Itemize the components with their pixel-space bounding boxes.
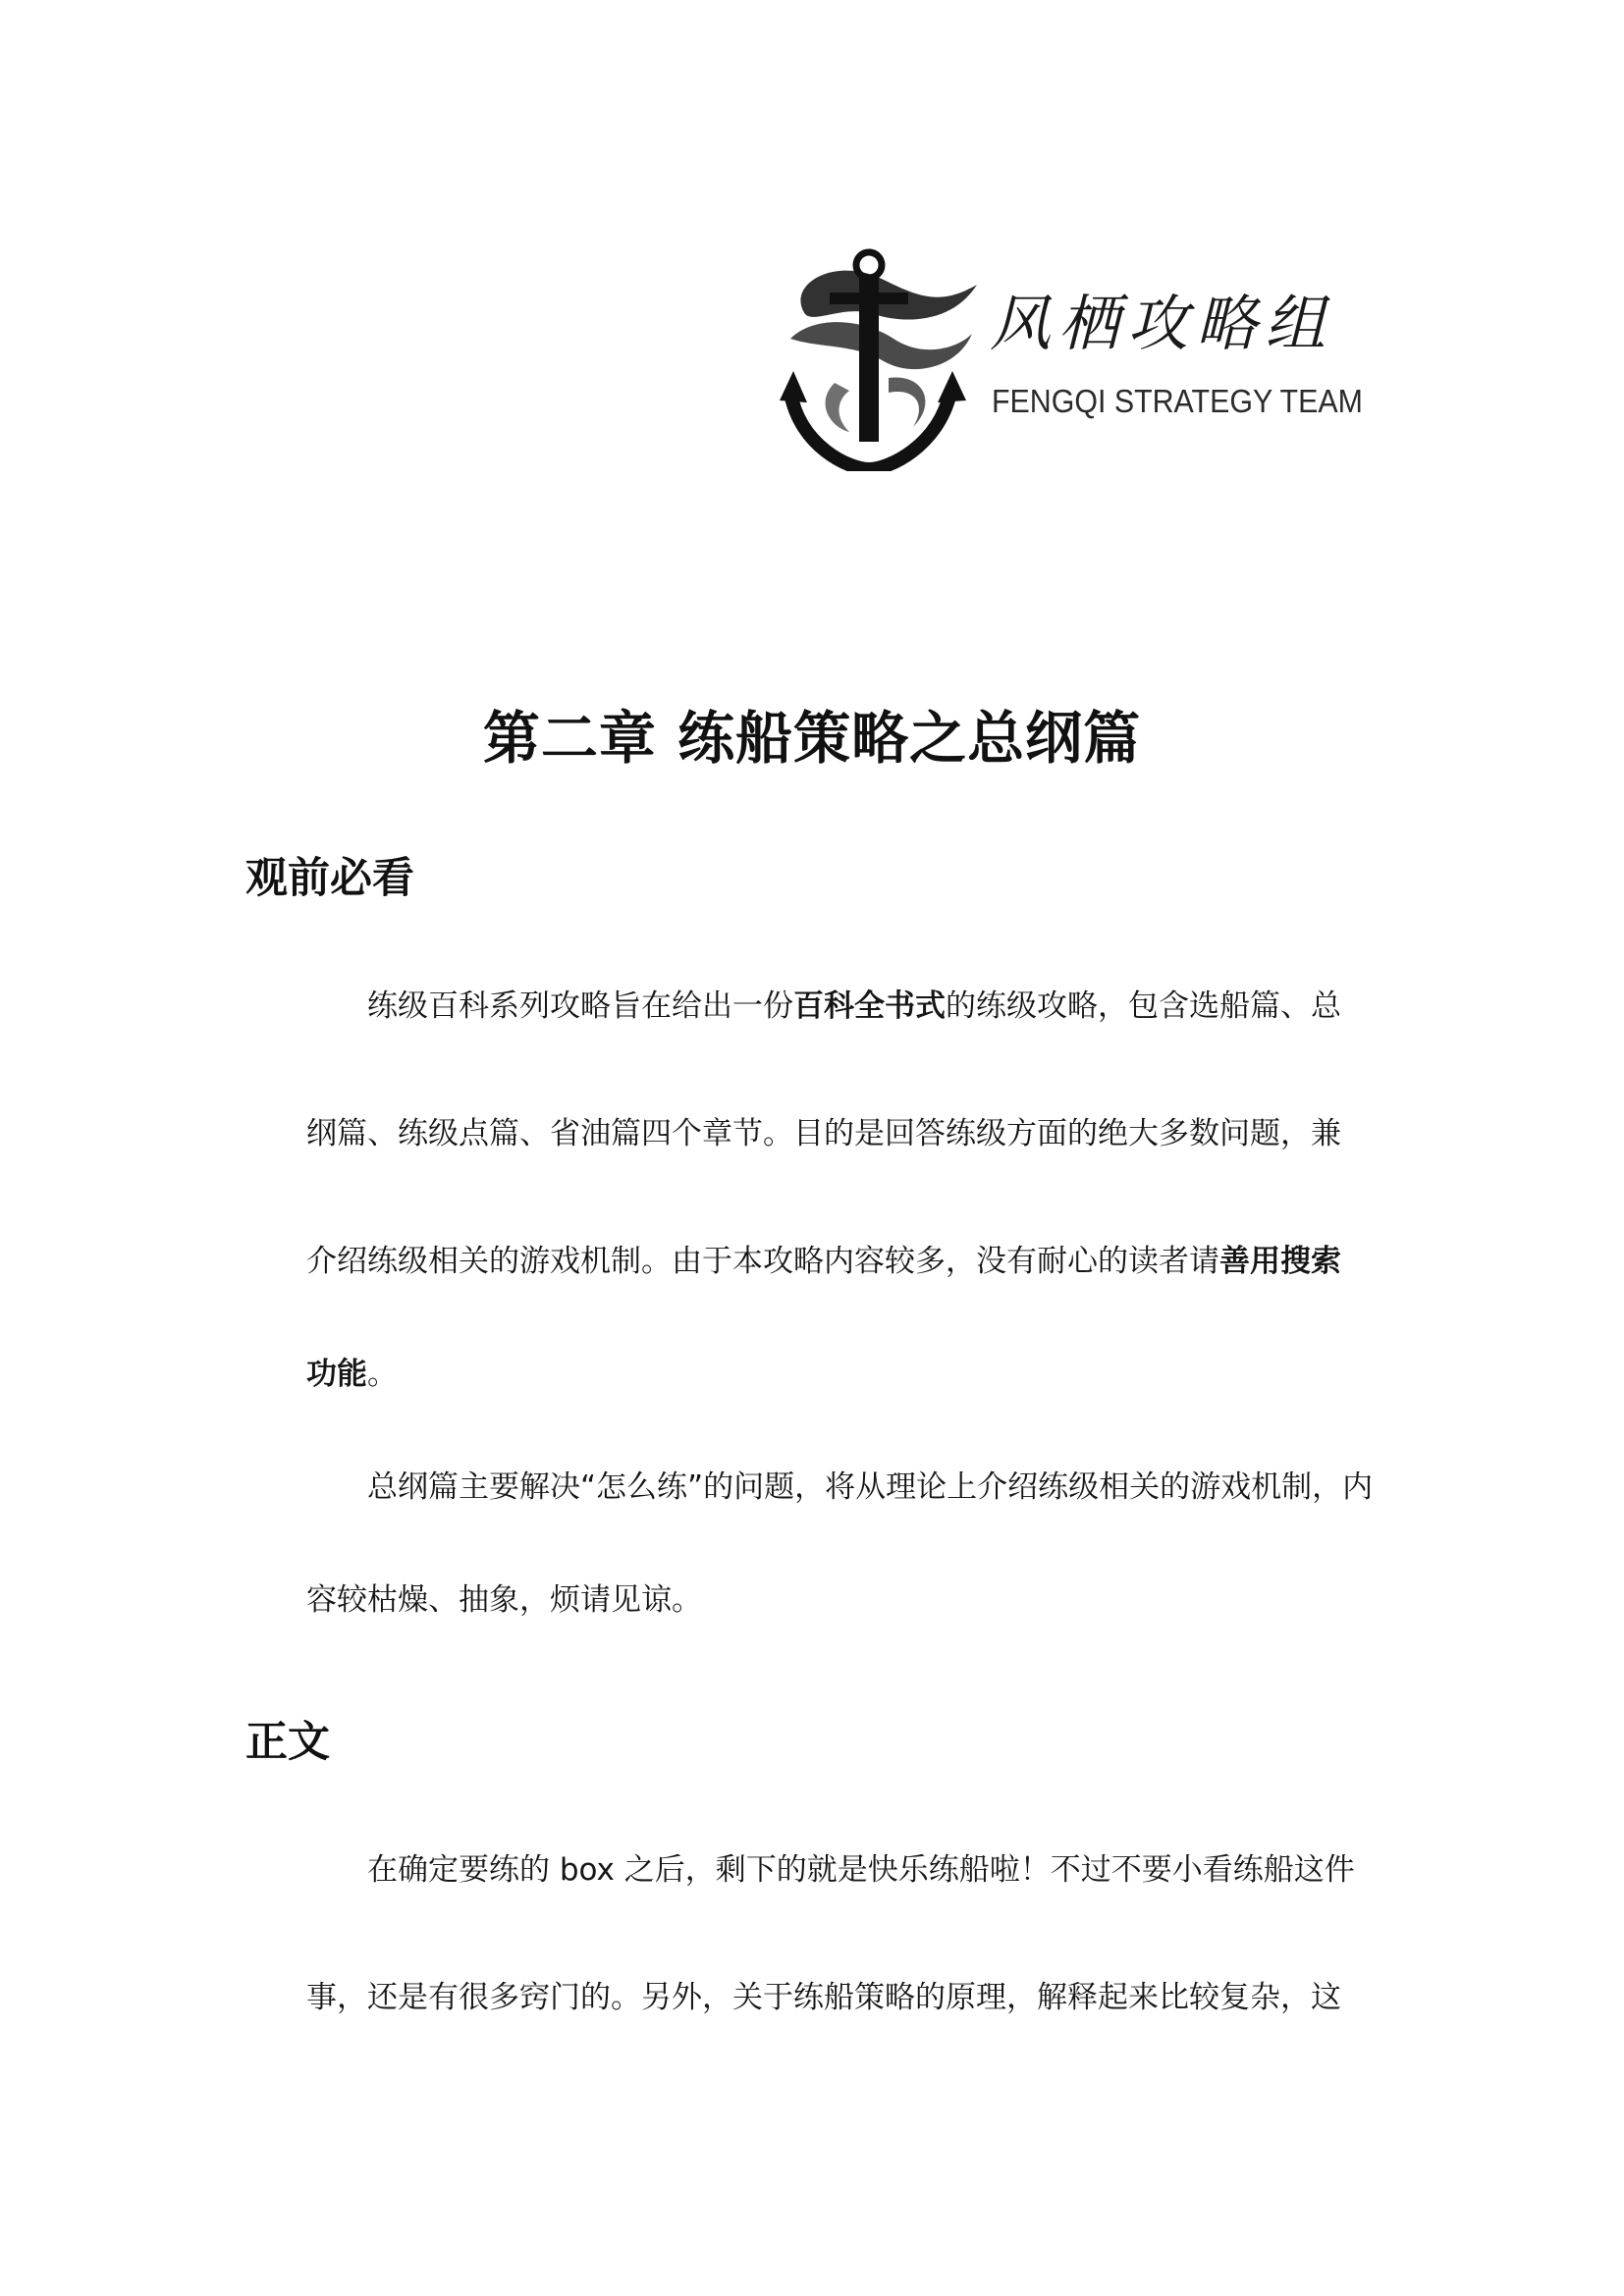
section-heading-preface: 观前必看 [245, 854, 414, 903]
paragraph-line: 容较枯燥、抽象，烦请见谅。 [306, 1582, 702, 1618]
logo-chinese-name: 风栖攻略组 [990, 288, 1334, 359]
bold-phrase: 功能 [306, 1357, 367, 1392]
paragraph-line: 练级百科系列攻略旨在给出一份百科全书式的练级攻略，包含选船篇、总 [367, 988, 1341, 1024]
paragraph-line: 介绍练级相关的游戏机制。由于本攻略内容较多，没有耐心的读者请善用搜索 [306, 1244, 1341, 1279]
main-paragraph-1 [245, 1806, 1384, 2061]
preface-paragraph-1 [245, 942, 1384, 1423]
preface-paragraph-2 [245, 1423, 1384, 1649]
chapter-title: 第二章 练船策略之总纲篇 [482, 705, 1142, 772]
team-logo [776, 245, 1394, 481]
paragraph-line: 总纲篇主要解决“怎么练”的问题，将从理论上介绍练级相关的游戏机制，内 [367, 1469, 1374, 1505]
bold-phrase: 百科全书式 [793, 988, 946, 1024]
anchor-icon [776, 245, 982, 471]
section-heading-main: 正文 [245, 1718, 330, 1767]
paragraph-line: 纲篇、练级点篇、省油篇四个章节。目的是回答练级方面的绝大多数问题，兼 [306, 1116, 1341, 1151]
paragraph-line: 事，还是有很多窍门的。另外，关于练船策略的原理，解释起来比较复杂，这 [306, 1980, 1341, 2015]
paragraph-line: 功能。 [306, 1357, 398, 1392]
paragraph-line: 在确定要练的 box 之后，剩下的就是快乐练船啦！不过不要小看练船这件 [367, 1852, 1355, 1888]
logo-english-name: FENGQI STRATEGY TEAM [992, 383, 1363, 419]
bold-phrase: 善用搜索 [1219, 1244, 1341, 1279]
document-body [245, 844, 1384, 2061]
